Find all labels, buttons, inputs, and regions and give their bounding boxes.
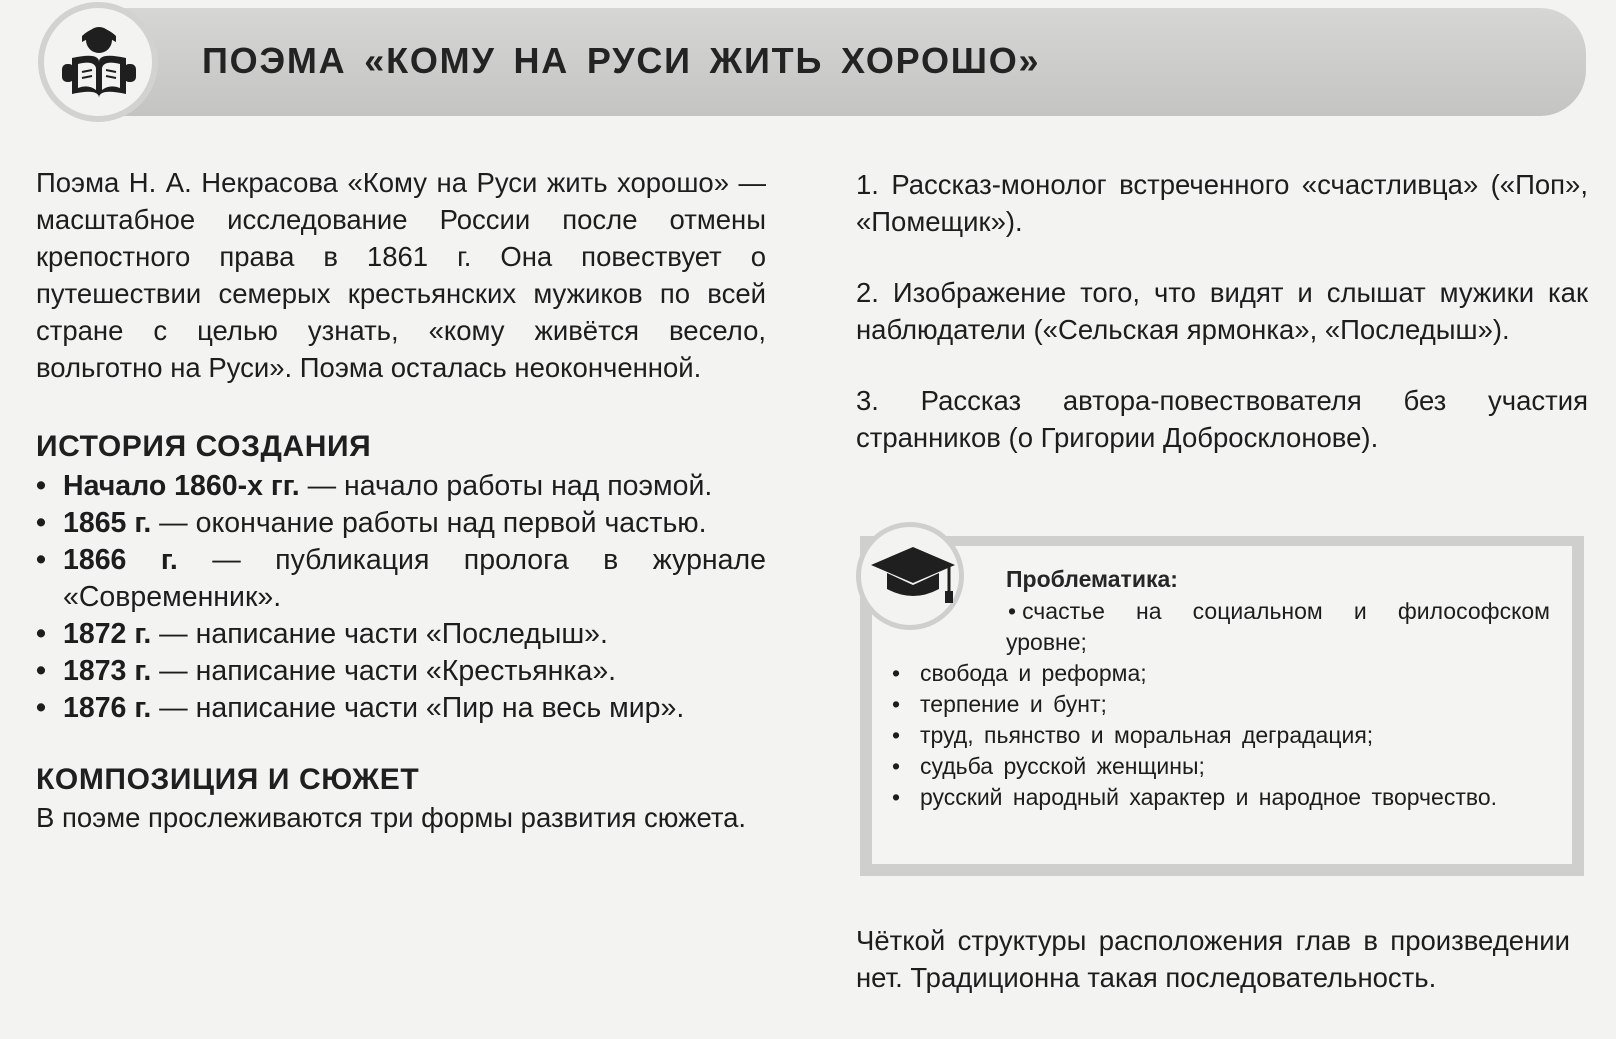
forms-list	[856, 166, 1588, 490]
composition-heading: КОМПОЗИЦИЯ И СЮЖЕТ	[36, 763, 420, 796]
reading-person-icon	[58, 22, 140, 104]
history-item	[36, 468, 766, 505]
left-column	[36, 164, 766, 836]
history-item-date: 1866 г.	[63, 544, 178, 576]
history-item-text: — публикация пролога в журнале «Современник».	[63, 544, 766, 613]
history-item-date: Начало 1860-х гг.	[63, 470, 300, 502]
history-item	[36, 542, 766, 616]
history-item	[36, 505, 766, 542]
problem-item: • терпение и бунт;	[890, 689, 1550, 720]
history-item	[36, 616, 766, 653]
intro-paragraph: Поэма Н. А. Некрасова «Кому на Руси жить хорошо» — масштабное исследование России после отмены крепостного права в 1861 г. Она повествует о путешествии семерых крестьянских мужиков по всей стране с целью узнать, «кому живётся весело, вольготно на Руси». Поэма осталась неоконченной.	[36, 167, 766, 383]
history-list	[36, 468, 766, 727]
history-item-date: 1873 г.	[63, 655, 152, 687]
problem-item: • русский народный характер и народное творчество.	[890, 782, 1550, 813]
history-item-text: — окончание работы над первой частью.	[151, 507, 707, 539]
problems-list	[890, 596, 1550, 813]
composition-paragraph: В поэме прослеживаются три формы развития сюжета.	[36, 802, 747, 833]
problem-item: • свобода и реформа;	[890, 658, 1550, 689]
history-item-text: — начало работы над поэмой.	[299, 470, 713, 502]
page-title: ПОЭМА «КОМУ НА РУСИ ЖИТЬ ХОРОШО»	[202, 40, 1041, 81]
history-item	[36, 690, 766, 727]
history-item-date: 1865 г.	[63, 507, 152, 539]
header-badge	[38, 2, 158, 122]
form-item: 2. Изображение того, что видят и слышат мужики как наблюдатели («Сельская ярмонка», «Последыш»).	[856, 277, 1588, 345]
history-item-date: 1876 г.	[63, 692, 152, 724]
problems-title: Проблематика:	[1006, 566, 1178, 592]
history-item	[36, 653, 766, 690]
closing-paragraph: Чёткой структуры расположения глав в произведении нет. Традиционна такая последовательность.	[856, 925, 1570, 993]
history-item-date: 1872 г.	[63, 618, 152, 650]
problem-item: • счастье на социальном и философском уровне;	[1006, 596, 1550, 658]
history-item-text: — написание части «Крестьянка».	[151, 655, 617, 687]
problem-item: • труд, пьянство и моральная деградация;	[890, 720, 1550, 751]
form-item: 1. Рассказ-монолог встреченного «счастливца» («Поп», «Помещик»).	[856, 169, 1588, 237]
form-item: 3. Рассказ автора-повествователя без участия странников (о Григории Добросклонове).	[856, 385, 1588, 453]
history-item-text: — написание части «Пир на весь мир».	[151, 692, 685, 724]
history-heading: ИСТОРИЯ СОЗДАНИЯ	[36, 430, 372, 463]
history-item-text: — написание части «Последыш».	[151, 618, 608, 650]
problem-item: • судьба русской женщины;	[890, 751, 1550, 782]
